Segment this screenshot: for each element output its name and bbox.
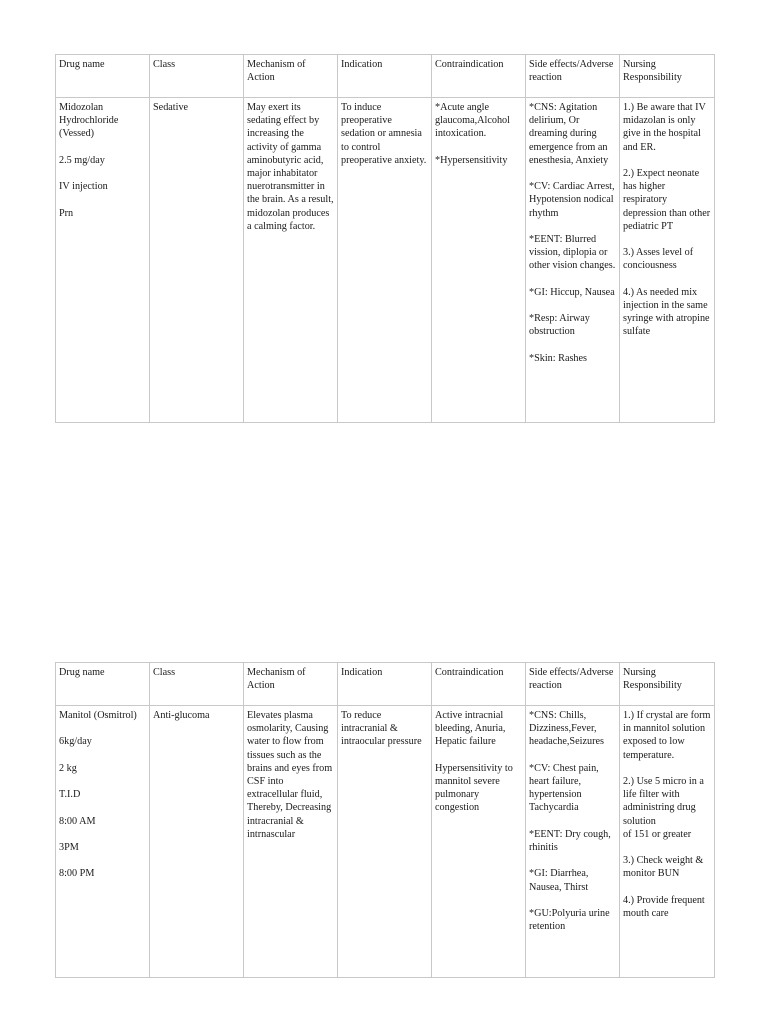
cell-paragraph: Active intracnial bleeding, Anuria, Hepatic failure [435,710,506,748]
cell-paragraph: 3PM [59,841,79,853]
cell-paragraph: 4.) As needed mix injection in the same syringe with atropine sulfate [623,286,710,338]
header-drug-name: Drug name [56,55,150,98]
contraindication-cell [432,706,526,978]
cell-paragraph: May exert its sedating effect by increasing the activity of gamma aminobutyric acid, major inhabitator nuerotransmitter in the brain. As a result, midozolan produces a calming factor. [247,102,334,232]
cell-paragraph: *CNS: Chills, Dizziness,Fever, headache,Seizures [529,710,604,748]
mechanism-cell [244,98,338,423]
table-row [56,706,715,978]
cell-paragraph: Hypersensitivity to mannitol severe pulmonary congestion [435,762,513,814]
cell-paragraph: Midozolan Hydrochloride (Vessed) [59,102,119,140]
header-nursing-responsibility: Nursing Responsibility [620,663,715,706]
drug-table-1 [55,54,715,423]
header-contraindication: Contraindication [432,663,526,706]
header-mechanism: Mechanism of Action [244,55,338,98]
header-side-effects: Side effects/Adverse reaction [526,663,620,706]
cell-paragraph: 1.) Be aware that IV midazolan is only give in the hospital and ER. [623,102,706,153]
mechanism-cell [244,706,338,978]
header-class: Class [150,663,244,706]
table-header-row [56,663,715,706]
cell-paragraph: 1.) If crystal are form in mannitol solution exposed to low temperature. [623,710,711,761]
cell-paragraph: Prn [59,207,74,219]
contraindication-cell [432,98,526,423]
cell-paragraph: *Resp: Airway obstruction [529,313,590,338]
drug-name-cell [56,706,150,978]
header-indication: Indication [338,663,432,706]
cell-paragraph: *EENT: Blurred vission, diplopia or other vision changes. [529,234,616,272]
nursing-responsibility-cell [620,98,715,423]
cell-paragraph: *Skin: Rashes [529,352,588,364]
cell-paragraph: 2.5 mg/day [59,154,105,166]
indication-cell [338,706,432,978]
cell-paragraph: To reduce intracranial & intraocular pressure [341,710,422,748]
cell-paragraph: 6kg/day [59,736,92,748]
drug-table-2 [55,662,715,978]
header-class: Class [150,55,244,98]
indication-cell [338,98,432,423]
cell-paragraph: To induce preoperative sedation or amnesia to control preoperative anxiety. [341,102,427,166]
cell-paragraph: T.I.D [59,789,81,801]
cell-paragraph: *GI: Diarrhea, Nausea, Thirst [529,868,589,893]
cell-paragraph: Sedative [153,102,189,113]
cell-paragraph: *Hypersensitivity [435,154,508,166]
header-drug-name: Drug name [56,663,150,706]
header-mechanism: Mechanism of Action [244,663,338,706]
header-side-effects: Side effects/Adverse reaction [526,55,620,98]
cell-paragraph: 3.) Check weight & monitor BUN [623,855,704,880]
cell-paragraph: *GI: Hiccup, Nausea [529,286,615,298]
cell-paragraph: Manitol (Osmitrol) [59,710,137,721]
cell-paragraph: 8:00 PM [59,868,95,880]
cell-paragraph: *CV: Cardiac Arrest, Hypotension nodical rhythm [529,181,615,219]
cell-paragraph: 3.) Asses level of conciousness [623,247,694,272]
cell-paragraph: 2.) Use 5 micro in a life filter with administring drug solution of 151 or greater [623,776,704,840]
cell-paragraph: Anti-glucoma [153,710,210,721]
cell-paragraph: 8:00 AM [59,815,96,827]
table-row [56,98,715,423]
side-effects-cell [526,706,620,978]
class-cell [150,706,244,978]
cell-paragraph: *GU:Polyuria urine retention [529,907,610,933]
cell-paragraph: 2.) Expect neonate has higher respiratory depression than other pediatric PT [623,168,711,232]
cell-paragraph: *EENT: Dry cough, rhinitis [529,828,611,853]
class-cell [150,98,244,423]
cell-paragraph: *Acute angle glaucoma,Alcohol intoxication. [435,102,510,140]
header-nursing-responsibility: Nursing Responsibility [620,55,715,98]
nursing-responsibility-cell [620,706,715,978]
header-indication: Indication [338,55,432,98]
cell-paragraph: *CV: Chest pain, heart failure, hypertension Tachycardia [529,762,599,814]
cell-paragraph: 4.) Provide frequent mouth care [623,894,705,919]
cell-paragraph: IV injection [59,181,108,193]
cell-paragraph: Elevates plasma osmolarity, Causing water to flow from tissues such as the brains and eyes from CSF into extracellular fluid, Thereby, Decreasing intracranial & intrnascular [247,710,333,840]
header-contraindication: Contraindication [432,55,526,98]
cell-paragraph: *CNS: Agitation delirium, Or dreaming during emergence from an enesthesia, Anxiety [529,102,609,166]
side-effects-cell [526,98,620,423]
table-header-row [56,55,715,98]
cell-paragraph: 2 kg [59,762,77,774]
drug-name-cell [56,98,150,423]
